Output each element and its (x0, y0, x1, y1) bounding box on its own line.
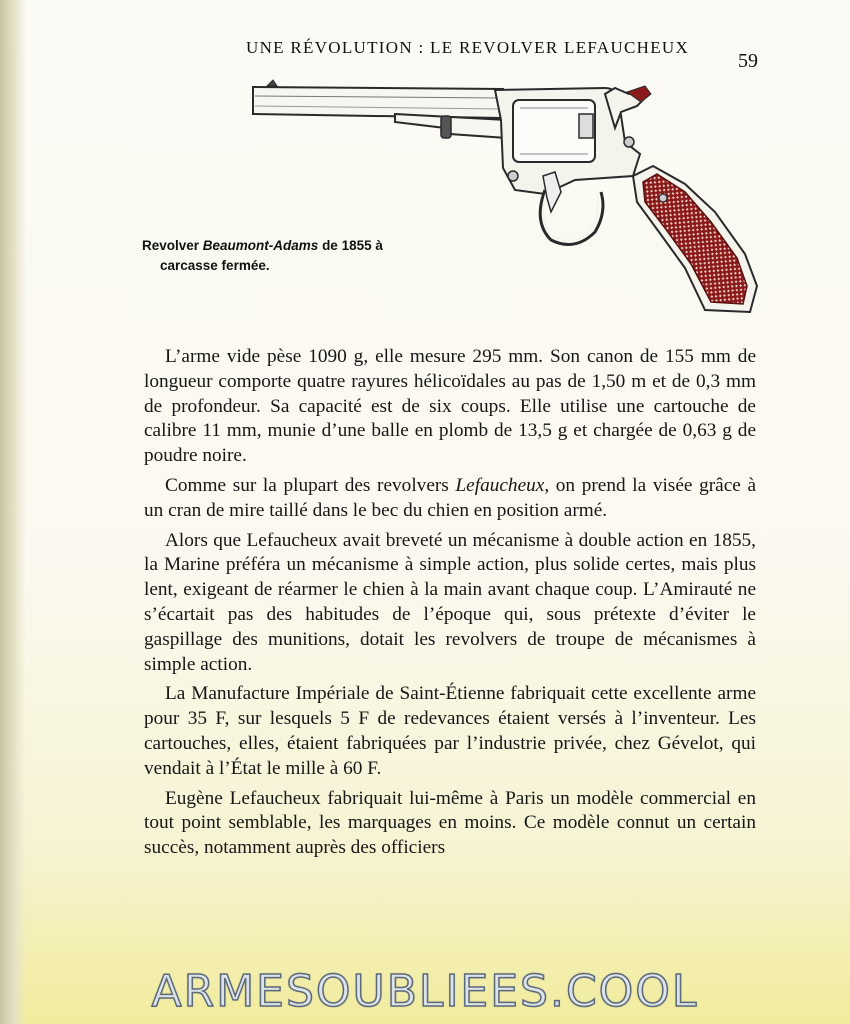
running-head: UNE RÉVOLUTION : LE REVOLVER LEFAUCHEUX (246, 38, 690, 57)
paragraph-2-after: , on prend la visée grâce à un cran de mire taillé dans le bec du chien en position armé. (144, 474, 757, 521)
paragraph-3: Alors que Lefaucheux avait breveté un mécanisme à double action en 1855, la Marine préféra un mécanisme à simple action, plus solide certes, mais plus lent, exigeant de réarmer le chien à la main avant chaque coup. L’Amirauté ne s’écartait pas des habitudes de l’époque qui, sous prétexte d’éviter le gaspillage des munitions, dotait les revolvers de troupe de mécanismes à simple action. (144, 529, 756, 675)
paragraph-1: L’arme vide pèse 1090 g, elle mesure 295 mm. Son canon de 155 mm de longueur comporte quatre rayures hélicoïdales au pas de 1,50 m et de 0,3 mm de profondeur. Sa capacité est de six coups. Elle utilise une cartouche de calibre 11 mm, munie d’une balle en plomb de 13,5 g et chargée de 0,63 g de poudre noire. (144, 346, 756, 467)
revolver-illustration (245, 72, 765, 322)
figure-caption (142, 236, 442, 276)
page-number: 59 (738, 50, 758, 72)
caption-line2: carcasse fermée. (160, 258, 270, 273)
revolver-icon (245, 72, 765, 322)
caption-suffix: de 1855 à (318, 238, 383, 253)
caption-prefix: Revolver (142, 238, 203, 253)
paragraph-2 (144, 474, 756, 524)
paragraph-4: La Manufacture Impériale de Saint-Étienne fabriquait cette excellente arme pour 35 F, sur lesquels 5 F de redevances étaient versés à l’inventeur. Les cartouches, elles, étaient fabriquées par l’industrie privée, chez Gévelot, qui vendait à l’État le mille à 60 F. (144, 683, 756, 779)
page-gutter-shadow (0, 0, 26, 1024)
paragraph-5: Eugène Lefaucheux fabriquait lui-même à Paris un modèle commercial en tout point semblable, les marquages en moins. Ce modèle connut un certain succès, notamment auprès des officiers (144, 787, 756, 859)
paragraph-2-before: Comme sur la plupart des revolvers (165, 474, 456, 496)
body-text (144, 345, 756, 866)
paragraph-2-italic: Lefaucheux (455, 474, 545, 496)
caption-model: Beaumont-Adams (202, 238, 319, 253)
watermark: ARMESOUBLIEES.COOL (151, 966, 699, 1017)
